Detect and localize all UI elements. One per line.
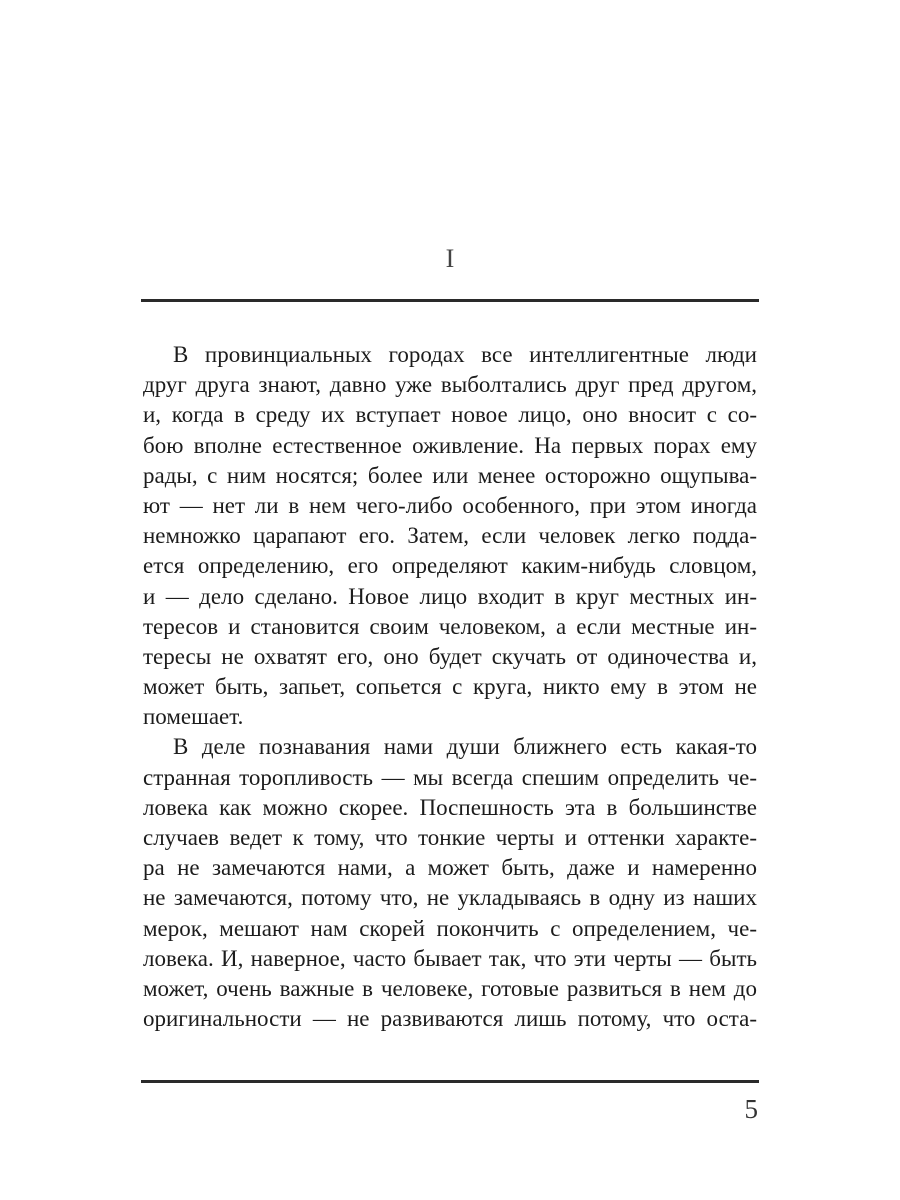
text-line: случаев ведет к тому, что тонкие черты и оттенки характе- (143, 825, 757, 850)
paragraph-1 (143, 340, 757, 732)
text-line: бою вполне естественное оживление. На первых порах ему (143, 432, 757, 458)
text-line: ра не замечаются нами, а может быть, даже и намеренно (143, 855, 757, 881)
text-line: тересов и становится своим человеком, а если местные ин- (143, 613, 757, 639)
text-line: мерок, мешают нам скорей покончить с определением, че- (143, 915, 757, 941)
text-line: В деле познавания нами души ближнего есть какая-то (173, 734, 757, 760)
text-line: ют — нет ли в нем чего-либо особенного, при этом иногда (143, 492, 757, 518)
text-line: ется определению, его определяют каким-нибудь словцом, (143, 553, 757, 579)
bottom-divider (141, 1080, 759, 1083)
text-line: ловека как можно скорее. Поспешность эта в большинстве (143, 794, 757, 820)
text-line: может, очень важные в человеке, готовые развиться в нем до (143, 975, 757, 1001)
text-line: друг друга знают, давно уже выболтались друг пред другом, (143, 372, 757, 398)
text-line: не замечаются, потому что, не укладываясь в одну из наших (143, 885, 757, 911)
text-line: помешает. (143, 704, 244, 730)
text-line: и — дело сделано. Новое лицо входит в круг местных ин- (143, 583, 757, 609)
text-line: В провинциальных городах все интеллигентные люди (173, 342, 757, 367)
body-text (143, 340, 757, 1034)
chapter-number: I (445, 244, 455, 273)
text-line: оригинальности — не развиваются лишь потому, что оста- (143, 1006, 757, 1032)
text-line: и, когда в среду их вступает новое лицо, оно вносит с со- (143, 402, 757, 428)
text-line: немножко царапают его. Затем, если человек легко подда- (143, 523, 757, 549)
text-line: ловека. И, наверное, часто бывает так, что эти черты — быть (143, 945, 757, 971)
text-line: странная торопливость — мы всегда спешим определить че- (143, 764, 757, 790)
text-line: рады, с ним носятся; более или менее осторожно ощупыва- (143, 462, 757, 488)
text-line: может быть, запьет, сопьется с круга, никто ему в этом не (143, 674, 757, 700)
page-number: 5 (744, 1094, 758, 1124)
text-line: тересы не охватят его, оно будет скучать от одиночества и, (143, 643, 757, 669)
paragraph-2 (143, 732, 757, 1034)
top-divider (141, 299, 759, 302)
